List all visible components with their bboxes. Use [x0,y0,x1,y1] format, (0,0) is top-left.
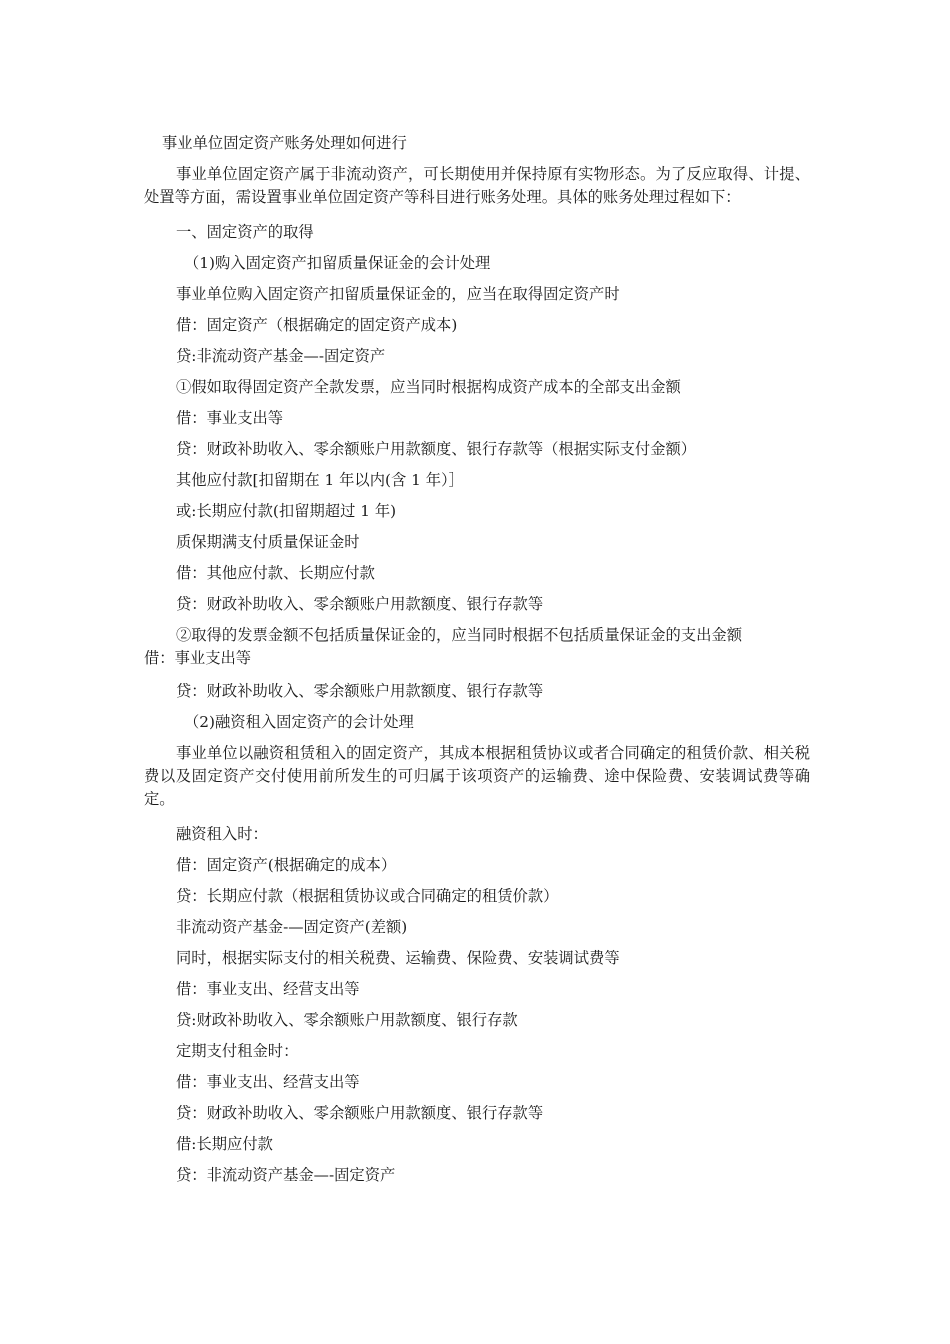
text-line: 借：固定资产(根据确定的成本） [176,856,397,874]
document-title: 事业单位固定资产账务处理如何进行 [162,134,407,152]
text-line: 贷:非流动资产基金—-固定资产 [176,347,386,365]
text-line: 非流动资产基金-—固定资产(差额) [176,918,408,936]
text-line: 贷：财政补助收入、零余额账户用款额度、银行存款等 [176,595,544,613]
text-line: 贷：非流动资产基金—-固定资产 [176,1166,396,1184]
text-line: （2)融资租入固定资产的会计处理 [184,713,414,731]
document-body [144,128,810,1191]
text-line: 贷：财政补助收入、零余额账户用款额度、银行存款等 [176,682,544,700]
text-line: 借：事业支出等 [176,409,284,427]
text-line: 定期支付租金时： [176,1042,299,1060]
text-line: 借：事业支出等 [144,649,252,667]
text-line: 借：其他应付款、长期应付款 [176,564,375,582]
intro-paragraph: 事业单位固定资产属于非流动资产，可长期使用并保持原有实物形态。为了反应取得、计提、处置等方面，需设置事业单位固定资产等科目进行账务处理。具体的账务处理过程如下： [144,165,810,206]
text-line: 质保期满支付质量保证金时 [176,533,360,551]
text-line: （1)购入固定资产扣留质量保证金的会计处理 [184,254,491,272]
text-line: 借：事业支出、经营支出等 [176,1073,360,1091]
text-line: 融资租入时： [176,825,268,843]
text-line: ①假如取得固定资产全款发票，应当同时根据构成资产成本的全部支出金额 [176,378,681,396]
text-line: 贷：长期应付款（根据租赁协议或合同确定的租赁价款） [176,887,559,905]
lease-paragraph: 事业单位以融资租赁租入的固定资产，其成本根据租赁协议或者合同确定的租赁价款、相关税费以及固定资产交付使用前所发生的可归属于该项资产的运输费、途中保险费、安装调试费等确定。 [144,744,810,808]
text-line: 或:长期应付款(扣留期超过 1 年) [176,502,397,520]
mixed-paragraph [144,624,810,670]
text-line: 借：固定资产（根据确定的固定资产成本) [176,316,458,334]
text-line: 一、固定资产的取得 [176,223,314,241]
text-line: 同时，根据实际支付的相关税费、运输费、保险费、安装调试费等 [176,949,620,967]
text-line: 借:长期应付款 [176,1135,273,1153]
text-line: 借：事业支出、经营支出等 [176,980,360,998]
text-line: 贷：财政补助收入、零余额账户用款额度、银行存款等 [176,1104,544,1122]
text-line: 事业单位购入固定资产扣留质量保证金的，应当在取得固定资产时 [176,285,620,303]
text-line: 贷：财政补助收入、零余额账户用款额度、银行存款等（根据实际支付金额） [176,440,697,458]
text-line: ②取得的发票金额不包括质量保证金的，应当同时根据不包括质量保证金的支出金额 [176,626,742,644]
text-line: 其他应付款[扣留期在 1 年以内(含 1 年）］ [176,471,464,489]
text-line: 贷:财政补助收入、零余额账户用款额度、银行存款 [176,1011,518,1029]
